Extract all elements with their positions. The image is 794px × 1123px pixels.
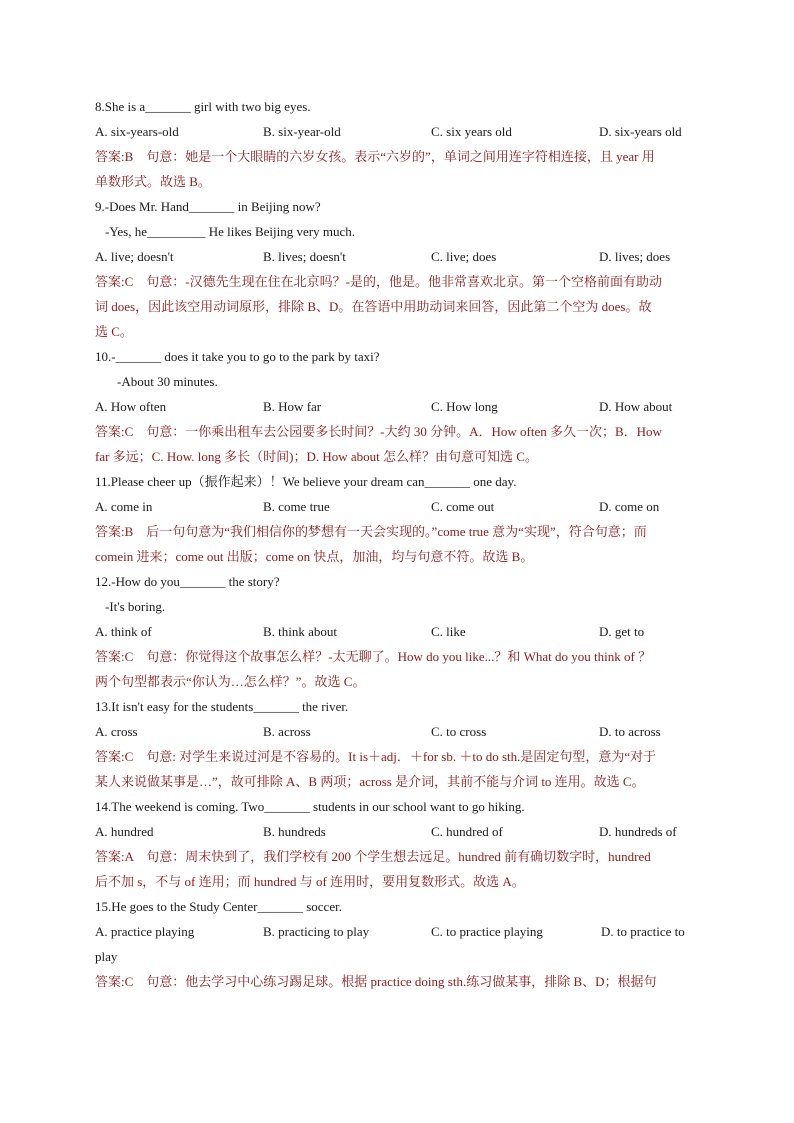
option-d: D. six-years old [599, 124, 682, 139]
option-d: D. get to [599, 624, 645, 639]
question-item-10 [95, 344, 700, 469]
option-a: A. hundred [95, 824, 154, 839]
option-c: C. come out [431, 499, 495, 514]
answer-text: 答案:C 句意：他去学习中心练习踢足球。根据 practice doing sth.练习做某事，排除 B、D；根据句 [95, 974, 657, 989]
options-row [95, 244, 700, 269]
option-d: D. to practice to [601, 924, 685, 939]
option-d: D. hundreds of [599, 824, 677, 839]
question-text: 9.-Does Mr. Hand_______ in Beijing now? [95, 199, 321, 214]
answer-text: 答案:C 句意: 对学生来说过河是不容易的。It is＋adj．＋for sb. ＋to do sth.是固定句型，意为“对于 [95, 749, 657, 764]
answer-text: 答案:A 句意：周末快到了，我们学校有 200 个学生想去远足。hundred 前有确切数字时，hundred [95, 849, 651, 864]
option-c: C. to practice playing [431, 924, 543, 939]
option-a: A. six-years-old [95, 124, 179, 139]
answer-text: 答案:C 句意：你觉得这个故事怎么样？-太无聊了。How do you like...？和 What do you think of ？ [95, 649, 652, 664]
options-row [95, 619, 700, 644]
option-b: B. How far [263, 399, 322, 414]
option-d: D. How about [599, 399, 673, 414]
question-item-12 [95, 569, 700, 694]
answer-text-continued: 单数形式。故选 B。 [95, 174, 211, 189]
question-text: 13.It isn't easy for the students_______ the river. [95, 699, 349, 714]
option-c: C. like [431, 624, 466, 639]
question-text: 8.She is a_______ girl with two big eyes. [95, 99, 311, 114]
option-c: C. live; does [431, 249, 497, 264]
option-c: C. How long [431, 399, 498, 414]
question-text: 14.The weekend is coming. Two_______ students in our school want to go hiking. [95, 799, 525, 814]
answer-text: 答案:C 句意：一你乘出租车去公园要多长时间？-大约 30 分钟。A．How often 多久一次；B．How [95, 424, 662, 439]
question-item-11 [95, 469, 700, 569]
options-row [95, 919, 700, 944]
question-item-14 [95, 794, 700, 894]
question-response: -About 30 minutes. [117, 374, 218, 389]
option-d: D. to across [599, 724, 661, 739]
option-d-continued: play [95, 949, 118, 964]
question-item-13 [95, 694, 700, 794]
question-response: -Yes, he_________ He likes Beijing very much. [105, 224, 355, 239]
option-a: A. How often [95, 399, 167, 414]
options-row [95, 394, 700, 419]
options-row [95, 494, 700, 519]
options-row [95, 819, 700, 844]
option-c: C. six years old [431, 124, 512, 139]
option-b: B. practicing to play [263, 924, 370, 939]
option-a: A. cross [95, 724, 138, 739]
answer-text: 答案:C 句意：-汉德先生现在住在北京吗？-是的，他是。他非常喜欢北京。第一个空格前面有助动 [95, 274, 662, 289]
option-b: B. think about [263, 624, 338, 639]
question-text: 15.He goes to the Study Center_______ soccer. [95, 899, 342, 914]
question-text: 11.Please cheer up（振作起来）！We believe your dream can_______ one day. [95, 474, 517, 489]
option-a: A. live; doesn't [95, 249, 174, 264]
answer-text-continued: far 多远；C. How. long 多长（时间)；D. How about 怎么样？由句意可知选 C。 [95, 449, 538, 464]
option-a: A. think of [95, 624, 152, 639]
option-b: B. hundreds [263, 824, 326, 839]
option-a: A. practice playing [95, 924, 195, 939]
question-item-8 [95, 94, 700, 194]
option-d: D. come on [599, 499, 660, 514]
options-row [95, 719, 700, 744]
option-d: D. lives; does [599, 249, 671, 264]
option-c: C. to cross [431, 724, 487, 739]
answer-text-continued: 某人来说做某事是…”，故可排除 A、B 两项；across 是介词，其前不能与介词 to 连用。故选 C。 [95, 774, 645, 789]
option-b: B. across [263, 724, 311, 739]
document-page [95, 94, 700, 994]
question-item-9 [95, 194, 700, 344]
option-c: C. hundred of [431, 824, 503, 839]
options-row [95, 119, 700, 144]
option-b: B. six-year-old [263, 124, 341, 139]
question-item-15 [95, 894, 700, 994]
answer-text: 答案:B 后一句句意为“我们相信你的梦想有一天会实现的。”come true 意为“实现”，符合句意；而 [95, 524, 647, 539]
answer-text-continued: 词 does，因此该空用动词原形，排除 B、D。在答语中用助动词来回答，因此第二个空为 does。故 [95, 299, 652, 314]
answer-text-continued-2: 选 C。 [95, 324, 133, 339]
answer-text-continued: 两个句型都表示“你认为…怎么样？”。故选 C。 [95, 674, 366, 689]
answer-text-continued: 后不加 s，不与 of 连用；而 hundred 与 of 连用时，要用复数形式。故选 A。 [95, 874, 525, 889]
question-text: 12.-How do you_______ the story? [95, 574, 280, 589]
answer-text-continued: comein 进来；come out 出版；come on 快点，加油，均与句意不符。故选 B。 [95, 549, 534, 564]
question-response: -It's boring. [105, 599, 166, 614]
option-a: A. come in [95, 499, 153, 514]
question-text: 10.-_______ does it take you to go to the park by taxi? [95, 349, 380, 364]
option-b: B. lives; doesn't [263, 249, 346, 264]
answer-text: 答案:B 句意：她是一个大眼睛的六岁女孩。表示“六岁的”，单词之间用连字符相连接，且 year 用 [95, 149, 655, 164]
option-b: B. come true [263, 499, 330, 514]
